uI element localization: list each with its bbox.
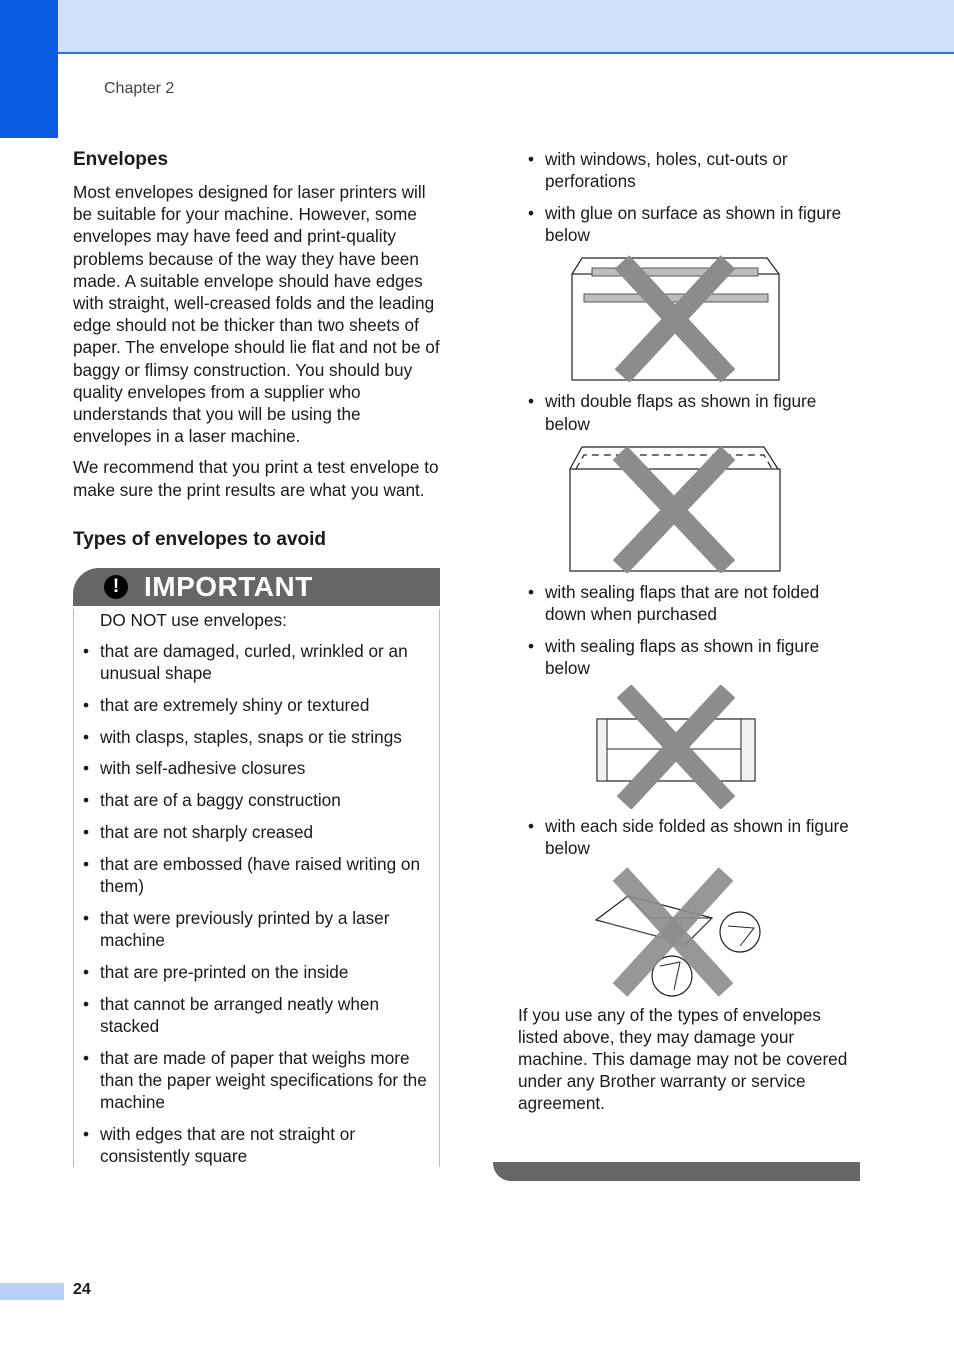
bullet-dot: • xyxy=(83,907,90,928)
list-item-text: that were previously printed by a laser machine xyxy=(100,907,390,951)
list-item xyxy=(520,581,865,625)
list-item xyxy=(74,961,439,983)
bullet-dot: • xyxy=(528,816,535,837)
avoid-list-continued xyxy=(520,815,865,859)
header-band xyxy=(0,0,954,54)
chapter-label: Chapter 2 xyxy=(104,80,175,97)
intro-paragraph: Most envelopes designed for laser printers will be suitable for your machine. However, some envelopes may have feed and print-quality problems because of the way they have been made. A suitable envelope should have edges with straight, well-creased folds and the leading edge should not be thicker than two sheets of paper. The envelope should lie flat and not be of baggy or flimsy construction. You should buy quality envelopes from a supplier who understands that you will be using the envelopes in a laser machine. xyxy=(73,182,440,447)
bullet-dot: • xyxy=(528,149,535,169)
important-end-bar xyxy=(493,1162,860,1181)
exclamation-icon: ! xyxy=(104,575,128,599)
list-item-text: that are made of paper that weighs more than the paper weight specifications for the machine xyxy=(100,1047,427,1113)
section-heading: Envelopes xyxy=(73,149,169,170)
important-title: IMPORTANT xyxy=(144,570,313,602)
list-item xyxy=(74,907,439,951)
avoid-list xyxy=(83,640,439,1167)
list-item-text: with glue on surface as shown in figure below xyxy=(545,203,842,246)
bullet-dot: • xyxy=(83,758,90,779)
bullet-dot: • xyxy=(528,203,535,223)
right-column xyxy=(520,148,865,1124)
bullet-dot: • xyxy=(83,1123,90,1144)
list-item-text: that are embossed (have raised writing on them) xyxy=(100,853,421,897)
list-item xyxy=(520,815,865,859)
list-item-text: with edges that are not straight or consistently square xyxy=(100,1123,356,1167)
important-intro: DO NOT use envelopes: xyxy=(100,609,287,630)
list-item-text: with windows, holes, cut-outs or perforations xyxy=(545,149,788,192)
list-item xyxy=(520,390,865,434)
closing-paragraph: If you use any of the types of envelopes listed above, they may damage your machine. This damage may not be covered under any Brother warranty or service agreement. xyxy=(518,1004,848,1114)
bullet-dot: • xyxy=(83,726,90,747)
list-item xyxy=(520,202,865,246)
bullet-dot: • xyxy=(83,822,90,843)
bullet-dot: • xyxy=(83,853,90,874)
bullet-dot: • xyxy=(83,694,90,715)
list-item-text: with sealing flaps that are not folded down when purchased xyxy=(545,581,820,625)
list-item xyxy=(74,789,439,811)
double-flap-envelope-figure xyxy=(568,441,865,573)
bullet-dot: • xyxy=(528,581,535,602)
side-folded-envelope-figure xyxy=(590,866,865,1000)
list-item-text: that are pre-printed on the inside xyxy=(100,961,349,982)
list-item-text: that cannot be arranged neatly when stacked xyxy=(100,993,380,1036)
chapter-tab xyxy=(0,0,58,138)
list-item xyxy=(520,635,865,679)
list-item-text: that are not sharply creased xyxy=(100,822,314,843)
list-item-text: with clasps, staples, snaps or tie strings xyxy=(100,726,402,747)
bullet-dot: • xyxy=(83,790,90,811)
avoid-list-continued xyxy=(520,581,865,679)
bullet-dot: • xyxy=(528,635,535,656)
recommend-paragraph: We recommend that you print a test envelope to make sure the print results are what you want. xyxy=(73,457,439,500)
subsection-heading: Types of envelopes to avoid xyxy=(73,528,327,550)
sealing-flap-envelope-figure xyxy=(594,685,865,809)
list-item-text: with self-adhesive closures xyxy=(100,758,306,779)
list-item xyxy=(74,1123,439,1167)
left-column xyxy=(73,148,443,1177)
list-item xyxy=(74,640,439,684)
list-item xyxy=(74,1047,439,1114)
list-item xyxy=(74,853,439,897)
list-item-text: that are of a baggy construction xyxy=(100,790,341,811)
list-item xyxy=(74,726,439,748)
list-item-text: with double flaps as shown in figure below xyxy=(545,391,817,434)
page-number: 24 xyxy=(73,1281,91,1298)
bullet-dot: • xyxy=(83,1047,90,1068)
list-item xyxy=(74,821,439,843)
bullet-dot: • xyxy=(83,961,90,982)
list-item-text: with sealing flaps as shown in figure below xyxy=(545,635,820,679)
glue-envelope-figure xyxy=(570,252,865,382)
important-banner xyxy=(73,568,440,606)
list-item-text: with each side folded as shown in figure below xyxy=(545,816,849,859)
list-item-text: that are extremely shiny or textured xyxy=(100,694,370,715)
list-item xyxy=(74,757,439,779)
bullet-dot: • xyxy=(83,640,90,661)
avoid-list-continued xyxy=(520,390,865,434)
list-item xyxy=(74,694,439,716)
avoid-list-continued xyxy=(520,148,865,246)
bullet-dot: • xyxy=(528,391,535,412)
important-box xyxy=(73,609,440,1167)
footer-band xyxy=(0,1283,64,1300)
list-item-text: that are damaged, curled, wrinkled or an unusual shape xyxy=(100,640,408,684)
bullet-dot: • xyxy=(83,993,90,1014)
list-item xyxy=(520,148,865,192)
list-item xyxy=(74,993,439,1037)
